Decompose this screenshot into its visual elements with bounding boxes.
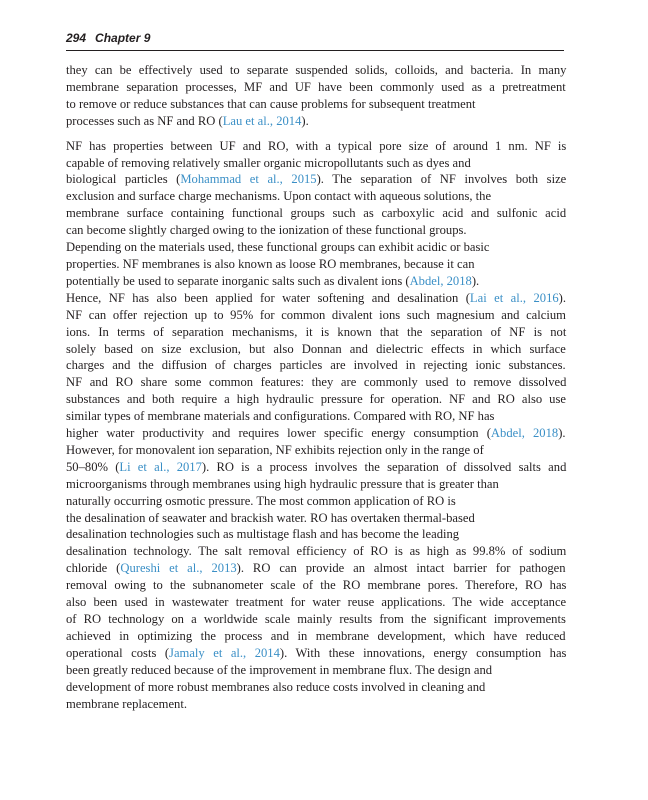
text-line [66,459,566,476]
text-segment: charges and the diffusion of charges particles are involved in rejecting ionic substances. [66,358,566,373]
text-segment: However, for monovalent ion separation, NF exhibits rejection only in the range of [66,442,484,457]
text-line [66,138,566,155]
text-segment: ions. In terms of separation mechanisms, it is known that the separation of NF is not [66,324,567,339]
text-segment: can become slightly charged owing to the ionization of these functional groups. [66,223,467,238]
text-segment: been greatly reduced because of the improvement in membrane flux. The design and [66,662,493,677]
text-segment: naturally occurring osmotic pressure. The most common application of RO is [66,493,456,508]
text-line [66,171,566,188]
text-segment: of RO technology on a worldwide scale mainly results from the significant improvements [66,612,566,626]
text-line [66,222,566,239]
text-segment: similar types of membrane materials and configurations. Compared with RO, NF has [66,409,495,424]
text-line [66,442,566,459]
text-line [66,391,566,408]
text-segment: NF and RO share some common features: they are commonly used to remove dissolved [66,375,567,390]
text-segment: substances and both require a high hydraulic pressure for operation. NF and RO also use [66,392,566,407]
text-segment: higher water productivity and requires lower specific energy consumption ( [66,426,491,441]
text-segment: chloride ( [66,561,121,576]
text-line [66,594,566,611]
text-segment: solely based on size exclusion, but also Donnan and dielectric effects in which surface [66,341,566,356]
text-line [66,526,566,543]
citation-link[interactable]: Jamaly et al., 2014 [169,645,280,660]
text-segment: Depending on the materials used, these functional groups can exhibit acidic or basic [66,240,490,255]
citation-link[interactable]: Li et al., 2017 [119,459,202,474]
text-line [66,273,566,290]
text-line [66,408,566,425]
text-line [66,290,566,307]
text-segment: also been used in wastewater treatment for water reuse applications. The wide acceptance [66,595,567,610]
text-segment: ). RO is a process involves the separation of dissolved salts and [201,459,567,474]
citation-link[interactable]: Abdel, 2018 [409,273,472,288]
text-segment: 50–80% ( [66,459,120,474]
text-segment: membrane surface containing functional groups such as carboxylic acid and sulfonic acid [66,206,567,221]
chapter-label: Chapter 9 [95,31,151,45]
text-segment: membrane separation processes, MF and UF have been commonly used as a pretreatment [66,79,566,94]
text-segment: properties. NF membranes is also known as loose RO membranes, because it can [66,256,475,271]
text-segment: the desalination of seawater and brackish water. RO has overtaken thermal-based [66,510,475,525]
text-line [66,341,566,358]
text-segment: capable of removing relatively smaller organic micropollutants such as dyes and [66,155,471,170]
paragraph [66,62,566,130]
text-line [66,543,566,560]
page-number: 294 [66,31,87,45]
text-segment: exclusion and surface charge mechanisms. Upon contact with aqueous solutions, the [66,189,492,204]
citation-link[interactable]: Lau et al., 2014 [222,113,302,128]
text-line [66,645,566,662]
paragraph [66,138,566,713]
text-line [66,476,566,493]
text-segment: potentially be used to separate inorganic salts such as divalent ions ( [66,273,410,288]
text-line [66,96,566,113]
text-segment: processes such as NF and RO ( [66,113,223,128]
body-text [66,62,566,712]
text-line [66,510,566,527]
text-segment: ). RO can provide an almost intact barrier for pathogen [236,561,566,576]
text-line [66,662,566,679]
running-header [66,30,564,51]
text-line [66,679,566,696]
text-segment: development of more robust membranes also reduce costs involved in cleaning and [66,679,486,694]
text-segment: removal owing to the subnanometer scale of the RO membrane pores. Therefore, RO has [66,578,567,593]
text-line [66,357,566,374]
text-segment: ). [558,290,567,305]
text-line [66,62,566,79]
text-line [66,628,566,645]
citation-link[interactable]: Abdel, 2018 [490,426,559,441]
text-line [66,696,566,713]
text-line [66,188,566,205]
text-segment: achieved in optimizing the process and in membrane development, which have reduced [66,628,566,643]
text-line [66,155,566,172]
text-segment: they can be effectively used to separate suspended solids, colloids, and bacteria. In many [66,63,567,77]
text-segment: NF can offer rejection up to 95% for common divalent ions such magnesium and calcium [66,307,566,322]
text-line [66,493,566,510]
text-line [66,239,566,256]
text-segment: ). With these innovations, energy consumption has [279,645,567,660]
text-line [66,205,566,222]
text-segment: desalination technology. The salt removal efficiency of RO is as high as 99.8% of sodium [66,544,567,559]
citation-link[interactable]: Lai et al., 2016 [469,290,559,305]
text-line [66,577,566,594]
text-line [66,113,566,130]
text-segment: NF has properties between UF and RO, with a typical pore size of around 1 nm. NF is [66,138,567,153]
text-line [66,374,566,391]
text-segment: ). [471,273,480,288]
text-segment: ). [301,113,309,128]
text-segment: ). The separation of NF involves both size [316,172,567,187]
text-segment: membrane replacement. [66,696,187,711]
text-segment: to remove or reduce substances that can cause problems for subsequent treatment [66,96,476,111]
text-segment: desalination technologies such as multistage flash and has become the leading [66,527,460,542]
text-line [66,79,566,96]
text-segment: operational costs ( [66,645,170,660]
text-line [66,256,566,273]
citation-link[interactable]: Mohammad et al., 2015 [180,172,317,187]
text-line [66,611,566,628]
text-segment: Hence, NF has also been applied for water softening and desalination ( [66,290,470,305]
text-line [66,425,566,442]
text-segment: microorganisms through membranes using high hydraulic pressure that is greater than [66,476,499,491]
text-line [66,324,566,341]
text-segment: ). [558,426,566,441]
text-segment: biological particles ( [66,172,181,187]
citation-link[interactable]: Qureshi et al., 2013 [120,561,237,576]
text-line [66,307,566,324]
text-line [66,560,566,577]
